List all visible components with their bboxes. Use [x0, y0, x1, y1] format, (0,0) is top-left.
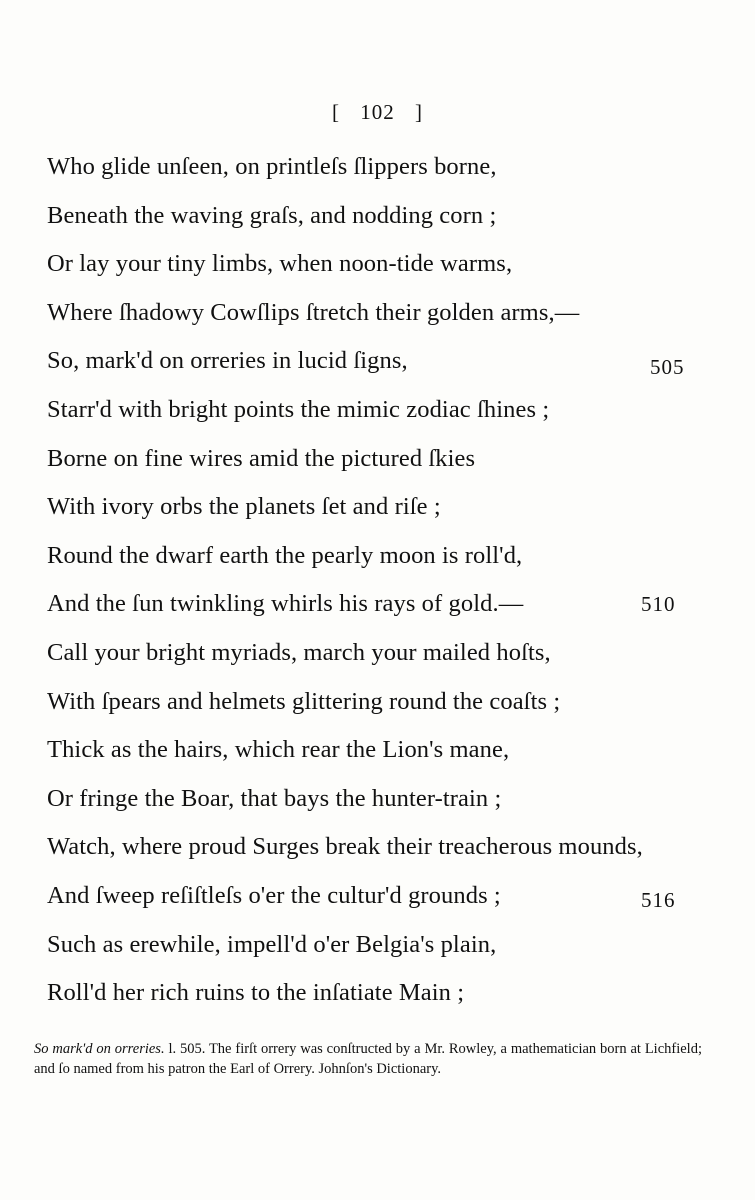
- page-number: 102: [360, 100, 395, 124]
- line-number: 510: [641, 592, 676, 617]
- poem-line-text: Who glide unſeen, on printleſs ſlippers borne,: [47, 153, 497, 180]
- poem-line-text: With ivory orbs the planets ſet and riſe ;: [47, 493, 441, 521]
- poem-line-text: Starr'd with bright points the mimic zodiac ſhines ;: [47, 395, 550, 423]
- poem-line: [47, 735, 747, 784]
- poem-line: [47, 201, 747, 250]
- footnote: [34, 1040, 702, 1079]
- poem-line-text: With ſpears and helmets glittering round the coaſts ;: [47, 687, 561, 715]
- header-bracket-open: [: [332, 100, 340, 124]
- poem-line: [47, 832, 747, 881]
- poem-verse: [47, 152, 747, 1027]
- footnote-text: l. 505. The firſt orrery was conſtructed by a Mr. Rowley, a mathematician born at Lichfield; and ſo named from his patron the Earl of Orrery. Johnſon's Dictionary.: [34, 1041, 702, 1077]
- poem-line-text: And the ſun twinkling whirls his rays of gold.—: [47, 590, 524, 618]
- poem-line: [47, 444, 747, 493]
- poem-line-text: Call your bright myriads, march your mailed hoſts,: [47, 638, 551, 666]
- poem-line-text: Borne on fine wires amid the pictured ſkies: [47, 444, 476, 472]
- poem-line: [47, 978, 747, 1027]
- poem-line-text: Roll'd her rich ruins to the inſatiate Main ;: [47, 979, 465, 1007]
- poem-line-text: Thick as the hairs, which rear the Lion's mane,: [47, 736, 510, 764]
- poem-line: [47, 930, 747, 979]
- page-header: [0, 100, 755, 125]
- poem-line: [47, 881, 747, 930]
- poem-line: [47, 346, 747, 395]
- line-number: 505: [650, 355, 685, 380]
- poem-line-text: So, mark'd on orreries in lucid ſigns,: [47, 347, 408, 375]
- header-bracket-close: ]: [415, 100, 423, 124]
- poem-line: [47, 298, 747, 347]
- poem-line: [47, 152, 747, 201]
- poem-line: [47, 492, 747, 541]
- poem-line: [47, 249, 747, 298]
- poem-line: [47, 589, 747, 638]
- poem-line-text: Beneath the waving graſs, and nodding corn ;: [47, 201, 497, 229]
- poem-line: [47, 638, 747, 687]
- footnote-reference: So mark'd on orreries.: [34, 1041, 165, 1057]
- poem-line: [47, 395, 747, 444]
- poem-line: [47, 687, 747, 736]
- poem-line: [47, 541, 747, 590]
- poem-line-text: Or lay your tiny limbs, when noon-tide warms,: [47, 250, 513, 278]
- poem-line-text: Round the dwarf earth the pearly moon is roll'd,: [47, 541, 523, 569]
- poem-line-text: Watch, where proud Surges break their treacherous mounds,: [47, 833, 643, 861]
- poem-line-text: Where ſhadowy Cowſlips ſtretch their golden arms,—: [47, 298, 580, 326]
- poem-line-text: Or fringe the Boar, that bays the hunter-train ;: [47, 784, 502, 812]
- line-number: 516: [641, 887, 676, 912]
- poem-line-text: And ſweep reſiſtleſs o'er the cultur'd grounds ;: [47, 881, 501, 909]
- poem-line-text: Such as erewhile, impell'd o'er Belgia's plain,: [47, 930, 497, 958]
- poem-line: [47, 784, 747, 833]
